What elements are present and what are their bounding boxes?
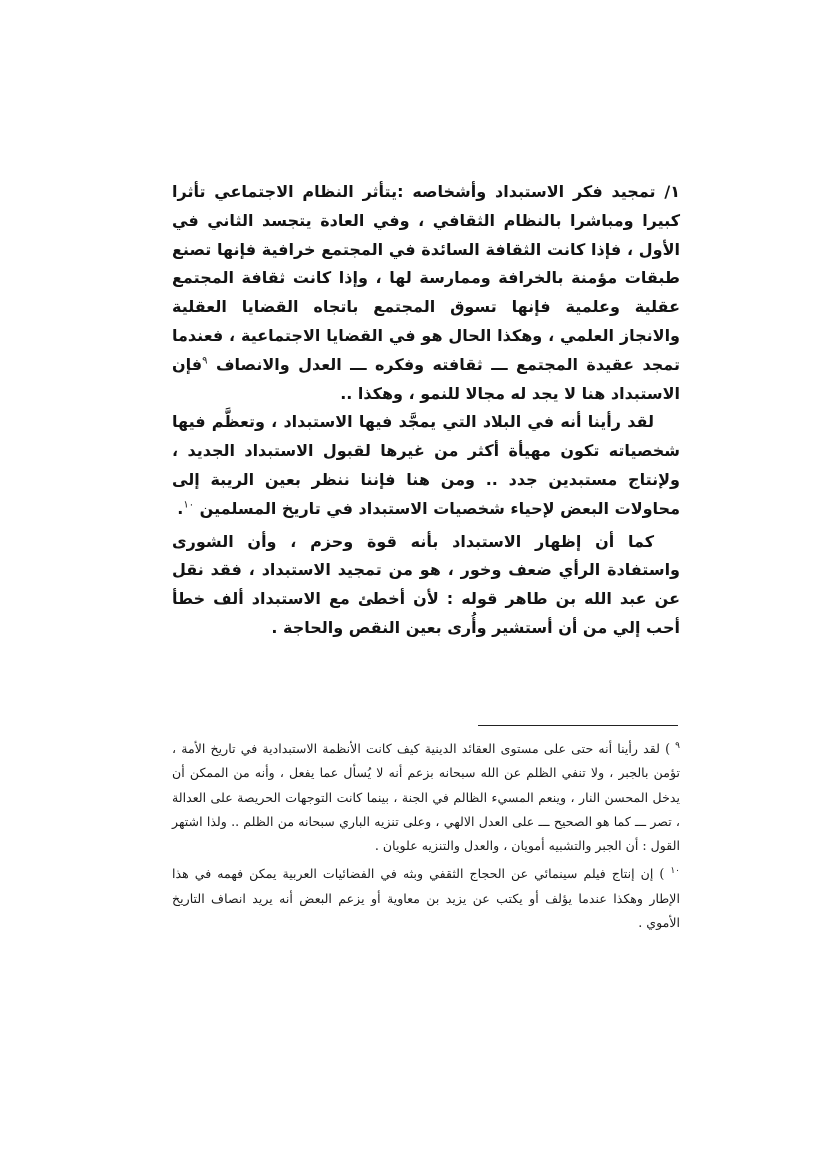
footnote-ref-9[interactable]: ٩ bbox=[202, 355, 208, 367]
footnote-9-number: ٩ bbox=[675, 740, 680, 751]
footnotes bbox=[172, 737, 680, 935]
footnote-9-text: ) لقد رأينا أنه حتى على مستوى العقائد الدينية كيف كانت الأنظمة الاستبدادية في تاريخ الأمة ، تؤمن بالجبر ، ولا تنفي الظلم عن الله سبحانه بزعم أنه لا يُسأل عما يفعل ، وأنه من الممكن أن يدخل المحسن النار ، وينعم المسيء الظالم في الجنة ، بينما كانت التوجهات الحريصة على العدالة ، تصر ـــ كما هو الصحيح ـــ على العدل الالهي ، وعلى تنزيه الباري سبحانه من الظلم .. ولذا اشتهر القول : أن الجبر والتشبيه أمويان ، والعدل والتنزيه علويان . bbox=[172, 741, 680, 854]
paragraph-3: كما أن إظهار الاستبداد بأنه قوة وحزم ، وأن الشورى واستفادة الرأي ضعف وخور ، هو من تمجيد الاستبداد ، فقد نقل عن عبد الله بن طاهر قوله : لأن أخطئ مع الاستبداد ألف خطأ أحب إلي من أن أستشير وأُرى بعين النقص والحاجة . bbox=[172, 531, 680, 637]
footnote-10-number: ١٠ bbox=[670, 866, 680, 877]
footnote-ref-10[interactable]: ١٠ bbox=[183, 499, 195, 511]
footnote-9 bbox=[172, 737, 680, 858]
paragraph-2-tail: . bbox=[177, 498, 184, 518]
paragraph-2 bbox=[172, 408, 680, 523]
footnote-separator bbox=[478, 725, 678, 726]
footnote-10 bbox=[172, 862, 680, 935]
paragraph-1-text: ١/ تمجيد فكر الاستبداد وأشخاصه :يتأثر النظام الاجتماعي تأثرا كبيرا ومباشرا بالنظام الثقافي ، وفي العادة يتجسد الثاني في الأول ، فإذا كانت الثقافة السائدة في المجتمع خرافية فإنها تصنع طبقات مؤمنة بالخرافة وممارسة لها ، وإذا كانت ثقافة المجتمع عقلية وعلمية فإنها تسوق المجتمع باتجاه القضايا العقلية والانجاز العلمي ، وهكذا الحال هو في القضايا الاجتماعية ، فعندما تمجد عقيدة المجتمع ـــ ثقافته وفكره ـــ العدل والانصاف bbox=[172, 182, 680, 374]
paragraph-2-text: لقد رأينا أنه في البلاد التي يمجَّد فيها الاستبداد ، وتعظَّم فيها شخصياته تكون مهيأة أكثر من غيرها لقبول الاستبداد الجديد ، ولإنتاج مستبدين جدد .. ومن هنا فإننا ننظر بعين الريبة إلى محاولات البعض لإحياء شخصيات الاستبداد في تاريخ المسلمين bbox=[172, 412, 680, 518]
main-text bbox=[172, 178, 680, 643]
footnote-10-text: ) إن إنتاج فيلم سينمائي عن الحجاج الثقفي وبثه في الفضائيات العربية يمكن فهمه في هذا الإطار وهكذا عندما يؤلف أو يكتب عن يزيد بن معاوية أو يزعم البعض أنه يريد انصاف التاريخ الأموي . bbox=[172, 866, 680, 931]
paragraph-1 bbox=[172, 178, 680, 408]
paragraph-1-tail: فإن الاستبداد هنا لا يجد له مجالا للنمو ، وهكذا .. bbox=[172, 354, 680, 403]
